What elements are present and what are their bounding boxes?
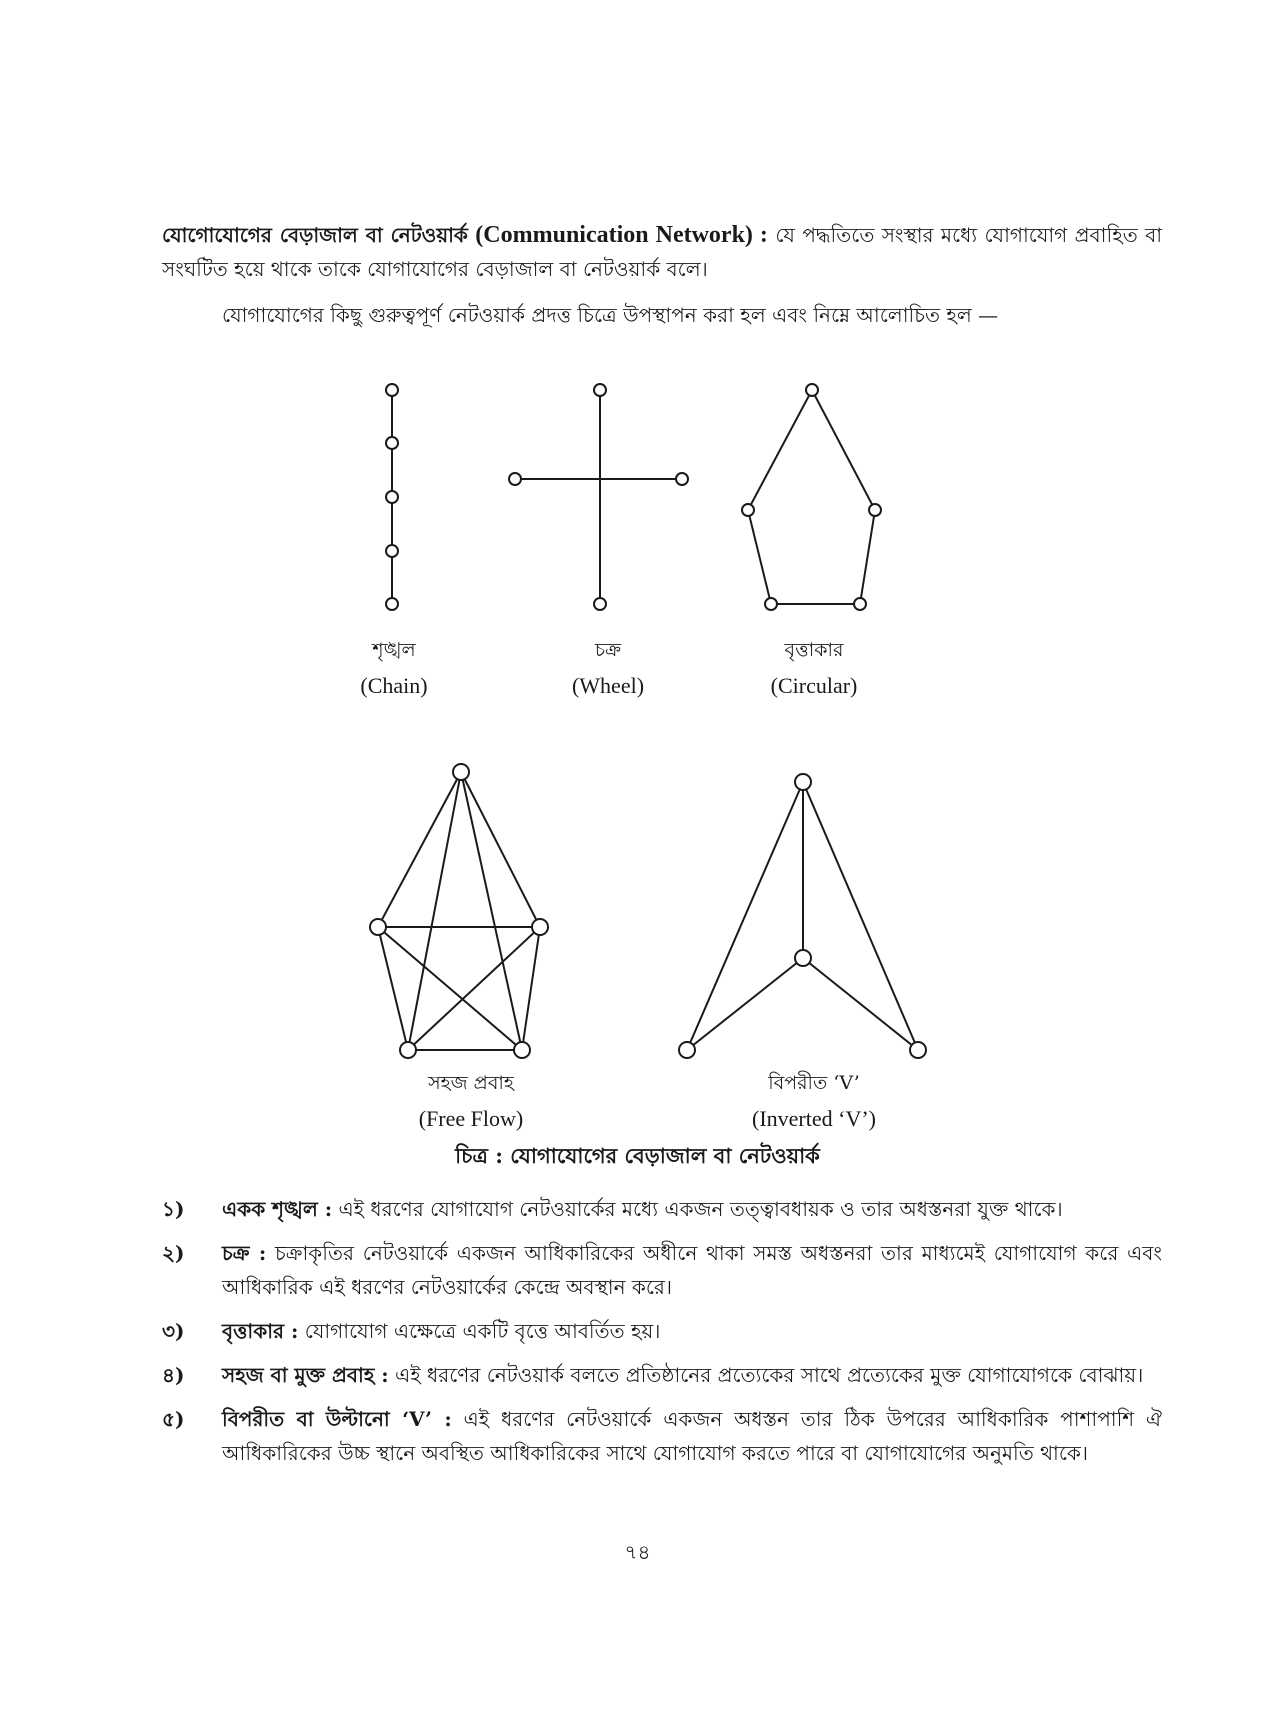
list-item-number: ৫) [162, 1407, 185, 1431]
inverted-v-label-bn: বিপরীত ‘V’ [768, 1072, 860, 1094]
list-item-text: এই ধরণের যোগাযোগ নেটওয়ার্কের মধ্যে একজন তত্ত্বাবধায়ক ও তার অধস্তনরা যুক্ত থাকে। [338, 1197, 1063, 1221]
free-flow-label-bn: সহজ প্রবাহ [428, 1072, 514, 1094]
lead-paragraph: যোগাযোগের কিছু গুরুত্বপূর্ণ নেটওয়ার্ক প্রদত্ত চিত্রে উপস্থাপন করা হল এবং নিম্নে আলোচিত হল — [222, 303, 999, 327]
inverted-v-label [704, 1065, 924, 1137]
free-flow-label [361, 1065, 581, 1137]
list-item-title: বৃত্তাকার : [222, 1319, 299, 1343]
list-item-title: একক শৃঙ্খল : [222, 1197, 333, 1221]
list-item-text: এই ধরণের নেটওয়ার্ক বলতে প্রতিষ্ঠানের প্রত্যেকের সাথে প্রত্যেকের মুক্ত যোগাযোগকে বোঝায়। [395, 1363, 1144, 1387]
circular-label-bn: বৃত্তাকার [784, 639, 844, 661]
list-item [162, 1314, 1162, 1348]
list-item [162, 1236, 1162, 1304]
circular-label [704, 632, 924, 704]
chain-label [284, 632, 504, 704]
wheel-label-bn: চক্র [594, 639, 622, 661]
network-types-list [162, 1192, 1162, 1480]
list-item-number: ১) [162, 1197, 185, 1221]
definition-term-en: (Communication Network) : [475, 222, 768, 248]
list-item-title: চক্র : [222, 1241, 267, 1265]
circular-network [742, 384, 881, 610]
definition-term: যোগোযোগের বেড়াজাল বা নেটওয়ার্ক [162, 223, 468, 247]
chain-label-bn: শৃঙ্খল [372, 639, 416, 661]
list-item-number: ৪) [162, 1363, 185, 1387]
list-item-text: চক্রাকৃতির নেটওয়ার্কে একজন আধিকারিকের অধীনে থাকা সমস্ত অধস্তনরা তার মাধ্যমেই যোগাযোগ করে এবং আধিকারিক এই ধরণের নেটওয়ার্কের কেন্দ্রে অবস্থান করে। [222, 1241, 1162, 1299]
list-item [162, 1402, 1162, 1470]
list-item-number: ২) [162, 1241, 185, 1265]
chain-network [386, 384, 398, 610]
list-item-text: যোগাযোগ এক্ষেত্রে একটি বৃত্তে আবর্তিত হয়। [304, 1319, 661, 1343]
wheel-label-en: (Wheel) [571, 673, 645, 698]
wheel-network [509, 384, 688, 610]
inverted-v-network [679, 774, 926, 1058]
list-item-title: সহজ বা মুক্ত প্রবাহ : [222, 1363, 389, 1387]
circular-label-en: (Circular) [770, 673, 858, 698]
free-flow-label-en: (Free Flow) [418, 1106, 524, 1131]
definition-text: যে পদ্ধতিতে সংস্থার মধ্যে যোগাযোগ প্রবাহিত বা সংঘটিত হয়ে থাকে তাকে যোগাযোগের বেড়াজাল বা নেটওয়ার্ক বলে। [162, 223, 1163, 281]
list-item-number: ৩) [162, 1319, 185, 1343]
figure-caption: চিত্র : যোগাযোগের বেড়াজাল বা নেটওয়ার্ক [455, 1143, 820, 1168]
chain-label-en: (Chain) [360, 673, 428, 698]
list-item [162, 1358, 1162, 1392]
list-item-text: এই ধরণের নেটওয়ার্কে একজন অধস্তন তার ঠিক উপরের আধিকারিক পাশাপাশি ঐ আধিকারিকের উচ্চ স্থানে অবস্থিত আধিকারিকের সাথে যোগাযোগ করতে পারে বা যোগাযোগের অনুমতি থাকে। [222, 1407, 1163, 1465]
list-item [162, 1192, 1162, 1226]
wheel-label [498, 632, 718, 704]
list-item-title: বিপরীত বা উল্টানো ‘V’ : [222, 1407, 452, 1431]
inverted-v-label-en: (Inverted ‘V’) [752, 1106, 876, 1131]
page-number: ৭৪ [624, 1540, 651, 1564]
free-flow-network [370, 764, 548, 1058]
